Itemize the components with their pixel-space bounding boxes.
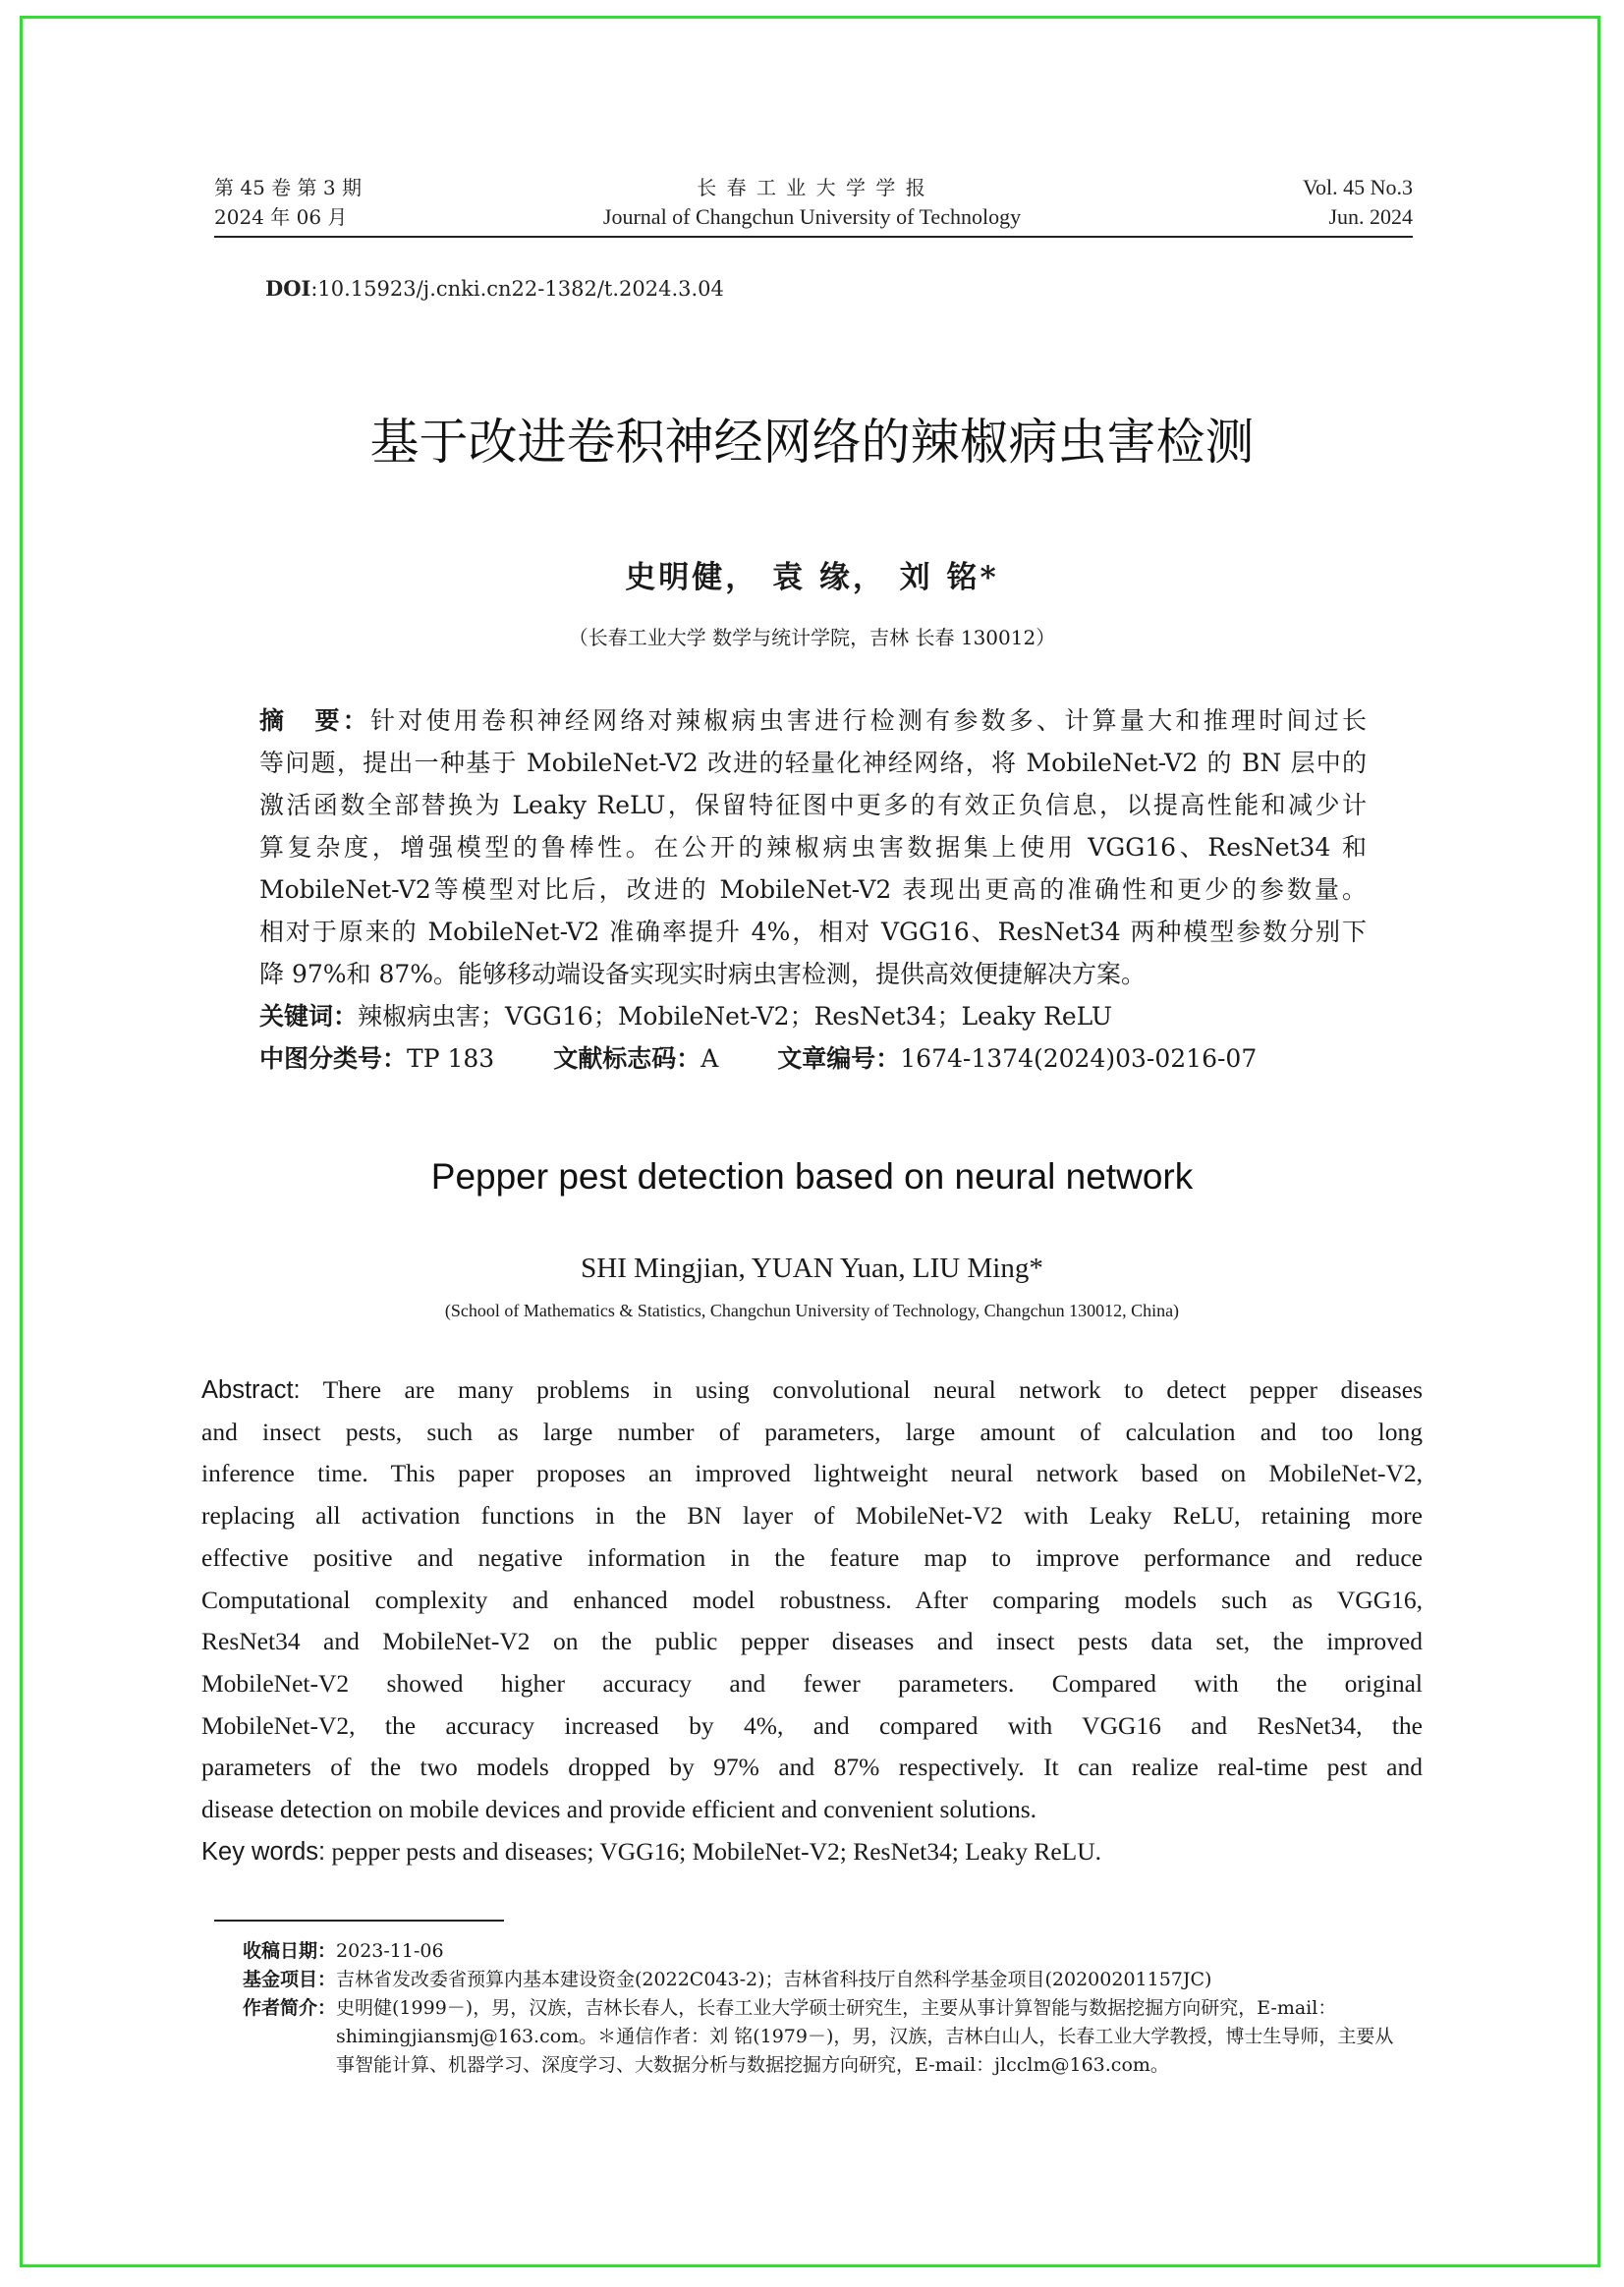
- keywords-cn-label: 关键词：: [259, 1002, 359, 1031]
- abstract-cn-line: 激活函数全部替换为 Leaky ReLU，保留特征图中更多的有效正负信息，以提高性能和减少计: [259, 791, 1367, 819]
- keywords-en-label: Key words:: [201, 1837, 326, 1866]
- header-journal-cn: 长 春 工 业 大 学 学 报: [697, 176, 927, 199]
- footnote-received: [243, 1937, 1422, 1966]
- abstract-en-line: replacing all activation functions in the BN layer of MobileNet-V2 with Leaky ReLU, retaining more: [201, 1501, 1423, 1531]
- authors-cn: 史明健， 袁 缘， 刘 铭*: [625, 560, 999, 595]
- abstract-en-label: Abstract:: [201, 1376, 301, 1404]
- author-value: [336, 1994, 1422, 2080]
- author-line: 事智能计算、机器学习、深度学习、大数据分析与数据挖掘方向研究，E-mail：jlcclm@163.com。: [336, 2054, 1169, 2076]
- keywords-cn-value: 辣椒病虫害；VGG16；MobileNet-V2；ResNet34；Leaky ReLU: [358, 1002, 1112, 1031]
- abstract-en-line: and insect pests, such as large number of parameters, large amount of calculation and too long: [201, 1417, 1423, 1446]
- abstract-cn: [259, 699, 1367, 1080]
- abstract-en-line: MobileNet-V2 showed higher accuracy and fewer parameters. Compared with the original: [201, 1668, 1423, 1698]
- footnote-author: [243, 1994, 1422, 2080]
- affiliation-en: (School of Mathematics & Statistics, Changchun University of Technology, Changchun 130012, China): [444, 1301, 1180, 1320]
- received-label: 收稿日期：: [243, 1940, 337, 1962]
- clc-label: 中图分类号：: [259, 1044, 408, 1073]
- header-date-en: Jun. 2024: [1328, 204, 1413, 229]
- abstract-cn-line: 摘 要：针对使用卷积神经网络对辣椒病虫害进行检测有参数多、计算量大和推理时间过长: [259, 706, 1367, 735]
- header-rule: [214, 236, 1413, 238]
- keywords-en-value: pepper pests and diseases; VGG16; MobileNet-V2; ResNet34; Leaky ReLU.: [331, 1836, 1102, 1866]
- header-volume-issue: 第 45 卷 第 3 期: [214, 176, 362, 199]
- article-no-label: 文章编号：: [777, 1044, 901, 1073]
- abstract-en-line: Computational complexity and enhanced model robustness. After comparing models such as VGG16,: [201, 1585, 1423, 1614]
- footnotes: [243, 1937, 1422, 2080]
- keywords-en: [201, 1831, 1423, 1873]
- doi-label: DOI: [265, 276, 311, 301]
- authors-en: SHI Mingjian, YUAN Yuan, LIU Ming*: [581, 1253, 1043, 1284]
- abstract-en-line: inference time. This paper proposes an improved lightweight neural network based on MobileNet-V2,: [201, 1459, 1423, 1488]
- affiliation-cn: （长春工业大学 数学与统计学院，吉林 长春 130012）: [568, 626, 1056, 649]
- abstract-en-line: Abstract: There are many problems in using convolutional neural network to detect pepper diseases: [201, 1375, 1424, 1404]
- author-line: 史明健(1999－)，男，汉族，吉林长春人，长春工业大学硕士研究生，主要从事计算智能与数据挖掘方向研究，E-mail：: [336, 1997, 1337, 2019]
- header-volume: [1303, 173, 1413, 232]
- received-value: 2023-11-06: [336, 1940, 444, 1962]
- doi-value: :10.15923/j.cnki.cn22-1382/t.2024.3.04: [310, 277, 724, 301]
- fund-value: 吉林省发改委省预算内基本建设资金(2022C043-2)；吉林省科技厅自然科学基金项目(20200201157JC): [336, 1969, 1212, 1990]
- header-journal-en: Journal of Changchun University of Technology: [602, 204, 1022, 229]
- abstract-en: [201, 1369, 1423, 1872]
- abstract-cn-line: MobileNet-V2等模型对比后，改进的 MobileNet-V2 表现出更高的准确性和更少的参数量。: [259, 875, 1367, 904]
- abstract-en-line: disease detection on mobile devices and provide efficient and convenient solutions.: [201, 1795, 1036, 1824]
- author-label: 作者简介：: [243, 1997, 337, 2019]
- keywords-cn: [259, 995, 1367, 1037]
- abstract-en-line: effective positive and negative information in the feature map to improve performance and reduce: [201, 1542, 1423, 1572]
- abstract-cn-line: 降 97%和 87%。能够移动端设备实现实时病虫害检测，提供高效便捷解决方案。: [259, 960, 1147, 988]
- page-border: [20, 16, 1600, 2267]
- author-line: shimingjiansmj@163.com。＊通信作者：刘 铭(1979－)，男，汉族，吉林白山人，长春工业大学教授，博士生导师，主要从: [336, 2026, 1394, 2047]
- article-no-value: 1674-1374(2024)03-0216-07: [900, 1044, 1258, 1073]
- abstract-cn-label: 摘 要：: [259, 706, 371, 735]
- header-date-cn: 2024 年 06 月: [214, 205, 348, 229]
- footnote-fund: [243, 1966, 1422, 1994]
- doc-code-label: 文献标志码：: [553, 1044, 701, 1073]
- footnote-rule: [214, 1920, 504, 1922]
- abstract-en-line: parameters of the two models dropped by 97% and 87% respectively. It can realize real-time pest and: [201, 1753, 1423, 1782]
- classification-line: [259, 1037, 1367, 1080]
- abstract-cn-line: 相对于原来的 MobileNet-V2 准确率提升 4%，相对 VGG16、ResNet34 两种模型参数分别下: [259, 918, 1367, 946]
- clc-value: TP 183: [407, 1044, 495, 1073]
- header-vol-no: Vol. 45 No.3: [1302, 175, 1413, 199]
- paper-title-en: Pepper pest detection based on neural network: [430, 1156, 1194, 1197]
- abstract-en-line: MobileNet-V2, the accuracy increased by 4%, and compared with VGG16 and ResNet34, the: [201, 1710, 1423, 1740]
- abstract-cn-line: 算复杂度，增强模型的鲁棒性。在公开的辣椒病虫害数据集上使用 VGG16、ResNet34 和: [259, 833, 1367, 862]
- paper-title-cn: 基于改进卷积神经网络的辣椒病虫害检测: [369, 414, 1255, 471]
- doc-code-value: A: [700, 1044, 719, 1073]
- abstract-en-line: ResNet34 and MobileNet-V2 on the public pepper diseases and insect pests data set, the improved: [201, 1627, 1423, 1656]
- doi-line: [265, 276, 724, 301]
- abstract-cn-line: 等问题，提出一种基于 MobileNet-V2 改进的轻量化神经网络，将 MobileNet-V2 的 BN 层中的: [259, 749, 1367, 777]
- fund-label: 基金项目：: [243, 1969, 337, 1990]
